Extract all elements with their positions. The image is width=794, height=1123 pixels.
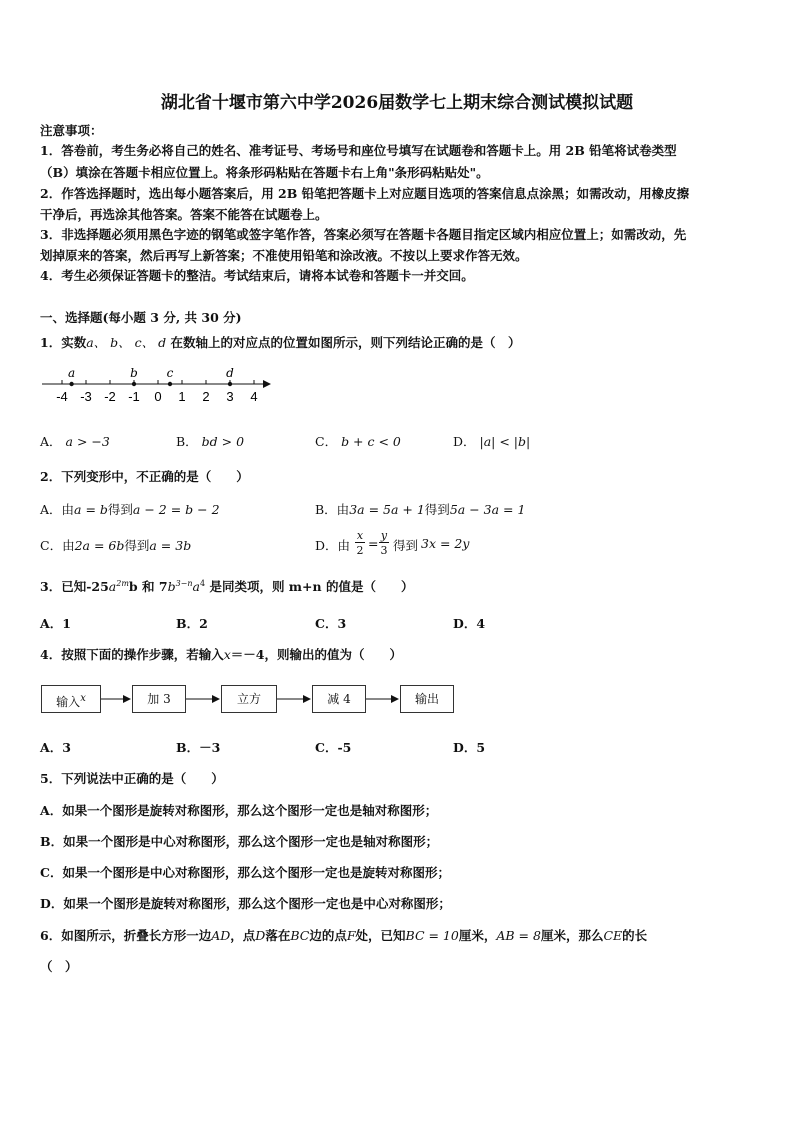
math: BC = 10 <box>405 928 459 943</box>
math: 3a = 5a + 1 <box>349 502 425 517</box>
flow-label: 输入 <box>56 695 81 709</box>
fraction-den: 2 <box>356 544 364 557</box>
math: D <box>255 928 266 943</box>
q3-option-a[interactable]: A．1 <box>40 616 71 631</box>
option-letter: B． <box>176 434 198 449</box>
q3-option-b[interactable]: B．2 <box>176 616 208 631</box>
section-heading: 一、选择题(每小题 3 分, 共 30 分) <box>40 310 242 325</box>
fraction-den: 3 <box>380 544 388 557</box>
q2-option-b[interactable] <box>315 500 525 518</box>
text: 厘米，那么 <box>540 928 604 943</box>
q5-option-a[interactable]: A．如果一个图形是旋转对称图形，那么这个图形一定也是轴对称图形； <box>40 803 438 818</box>
notice-heading: 注意事项： <box>40 123 103 138</box>
q4-stem-a: 4．按照下面的操作步骤，若输入 <box>40 647 224 662</box>
text: 厘米， <box>458 928 497 943</box>
page-title: 湖北省十堰市第六中学2026届数学七上期末综合测试模拟试题 <box>160 93 634 113</box>
number-line-point-label: a <box>68 366 76 380</box>
q3-stem-c: 是同类项，则 m+n 的值是（ ） <box>209 579 414 594</box>
q5-stem: 5．下列说法中正确的是（ ） <box>40 771 224 786</box>
math: 5a − 3a = 1 <box>449 502 526 517</box>
option-text: |a| < |b| <box>479 434 531 449</box>
notice-line: 2．作答选择题时，选出每小题答案后，用 2B 铅笔把答题卡上对应题目选项的答案信息点涂黑；如需改动，用橡皮擦 <box>40 186 690 201</box>
option-mid: 得到 <box>424 502 450 517</box>
q4-option-b[interactable]: B．－3 <box>176 740 221 755</box>
number-line-point <box>228 382 232 386</box>
math-sup: 4 <box>200 578 206 588</box>
flow-output-box: 输出 <box>400 685 454 713</box>
q4-option-a[interactable]: A．3 <box>40 740 71 755</box>
number-line-tick-label: 1 <box>178 389 186 404</box>
equals: = <box>368 536 379 551</box>
text: 边的点 <box>309 928 347 943</box>
notice-line: 4．考生必须保证答题卡的整洁。考试结束后，请将本试卷和答题卡一并交回。 <box>40 268 474 283</box>
math: x <box>223 647 231 662</box>
q4-option-c[interactable]: C．-5 <box>315 740 352 755</box>
option-prefix: D．由 <box>315 538 351 553</box>
number-line-tick-label: -1 <box>128 389 140 404</box>
number-line-point <box>69 382 73 386</box>
text: 落在 <box>265 928 291 943</box>
q1-option-c[interactable] <box>315 432 401 450</box>
flow-step2-box: 立方 <box>221 685 277 713</box>
option-prefix: B．由 <box>315 502 350 517</box>
math: F <box>346 928 356 943</box>
text: ，点 <box>230 928 256 943</box>
notice-line: 3．非选择题必须用黑色字迹的钢笔或签字笔作答，答案必须写在答题卡各题目指定区域内相应位置上；如需改动，先 <box>40 227 687 242</box>
q1-stem <box>40 333 520 351</box>
number-line-tick-label: 3 <box>226 389 234 404</box>
q4-stem-b: ＝－4，则输出的值为（ ） <box>230 647 402 662</box>
math: a <box>192 579 200 594</box>
text: 的长 <box>622 928 648 943</box>
q1-option-b[interactable] <box>176 432 244 450</box>
option-text: b + c < 0 <box>341 434 401 449</box>
q3-option-d[interactable]: D．4 <box>453 616 486 631</box>
number-line-point-label: d <box>226 366 234 380</box>
option-letter: A． <box>40 434 62 449</box>
number-line-point <box>132 382 136 386</box>
notice-line: 1．答卷前，考生务必将自己的姓名、准考证号、考场号和座位号填写在试题卷和答题卡上。用 2B 铅笔将试卷类型 <box>40 143 677 158</box>
math: AD <box>211 928 231 943</box>
notice-line: 划掉原来的答案，然后再写上新答案；不准使用铅笔和涂改液。不按以上要求作答无效。 <box>40 248 528 263</box>
q1-stem-b: 在数轴上的对应点的位置如图所示，则下列结论正确的是（ ） <box>170 335 521 350</box>
math: a = 3b <box>149 538 192 553</box>
q3-stem <box>40 577 413 595</box>
q2-stem: 2．下列变形中，不正确的是（ ） <box>40 469 249 484</box>
q1-option-a[interactable] <box>40 432 110 450</box>
math: 3x = 2y <box>421 536 470 551</box>
q1-option-d[interactable] <box>453 432 530 450</box>
number-line-tick-label: 4 <box>250 389 258 404</box>
fraction-num: x <box>356 529 364 542</box>
q4-stem <box>40 645 402 663</box>
option-mid: 得到 <box>124 538 150 553</box>
q5-option-d[interactable]: D．如果一个图形是旋转对称图形，那么这个图形一定也是中心对称图形； <box>40 896 451 911</box>
option-mid: 得到 <box>107 502 133 517</box>
option-prefix: C．由 <box>40 538 75 553</box>
q2-option-a[interactable] <box>40 500 220 518</box>
option-text: a > −3 <box>65 434 110 449</box>
number-line-tick-label: 2 <box>202 389 210 404</box>
math-sup: 3−n <box>175 578 193 588</box>
number-line-tick-label: -4 <box>56 389 68 404</box>
notice-line: 干净后，再选涂其他答案。答案不能答在试题卷上。 <box>40 207 328 222</box>
number-line-tick-label: 0 <box>154 389 162 404</box>
q3-stem-b: b 和 7 <box>128 579 168 594</box>
flow-step1-box: 加 3 <box>132 685 186 713</box>
number-line-point <box>168 382 172 386</box>
text: 6．如图所示，折叠长方形一边 <box>40 928 212 943</box>
option-letter: D． <box>453 434 476 449</box>
q5-option-b[interactable]: B．如果一个图形是中心对称图形，那么这个图形一定也是轴对称图形； <box>40 834 439 849</box>
option-mid: 得到 <box>393 538 419 553</box>
option-letter: C． <box>315 434 338 449</box>
number-line-tick-label: -3 <box>80 389 92 404</box>
q4-option-d[interactable]: D．5 <box>453 740 486 755</box>
math: 2a = 6b <box>74 538 125 553</box>
number-line <box>38 362 278 408</box>
flow-arrows <box>100 690 400 708</box>
math: a − 2 = b − 2 <box>132 502 220 517</box>
q2-option-c[interactable] <box>40 536 191 554</box>
number-line-point-label: c <box>166 366 174 380</box>
q6-stem <box>40 926 647 944</box>
math: a <box>108 579 117 594</box>
q1-vars: a、 b、 c、 d <box>86 335 167 350</box>
math: AB = 8 <box>496 928 541 943</box>
q5-option-c[interactable]: C．如果一个图形是中心对称图形，那么这个图形一定也是旋转对称图形； <box>40 865 450 880</box>
flow-step3-box: 减 4 <box>312 685 366 713</box>
q3-stem-a: 3．已知-25 <box>40 579 109 594</box>
number-line-tick-label: -2 <box>104 389 116 404</box>
flow-var: x <box>80 693 86 704</box>
q1-stem-a: 1．实数 <box>40 335 87 350</box>
fraction-num: y <box>380 529 388 542</box>
math: a = b <box>74 502 108 517</box>
q6-answer-blank: （ ） <box>40 959 78 974</box>
math: b <box>167 579 176 594</box>
notice-line: （B）填涂在答题卡相应位置上。将条形码粘贴在答题卡右上角"条形码粘贴处"。 <box>40 165 489 180</box>
flow-input-box <box>41 685 101 713</box>
math: BC <box>290 928 310 943</box>
text: 处，已知 <box>355 928 406 943</box>
option-prefix: A．由 <box>40 502 75 517</box>
number-line-point-label: b <box>130 366 138 380</box>
math: CE <box>603 928 623 943</box>
math-sup: 2m <box>116 578 129 588</box>
option-text: bd > 0 <box>201 434 245 449</box>
q3-option-c[interactable]: C．3 <box>315 616 347 631</box>
